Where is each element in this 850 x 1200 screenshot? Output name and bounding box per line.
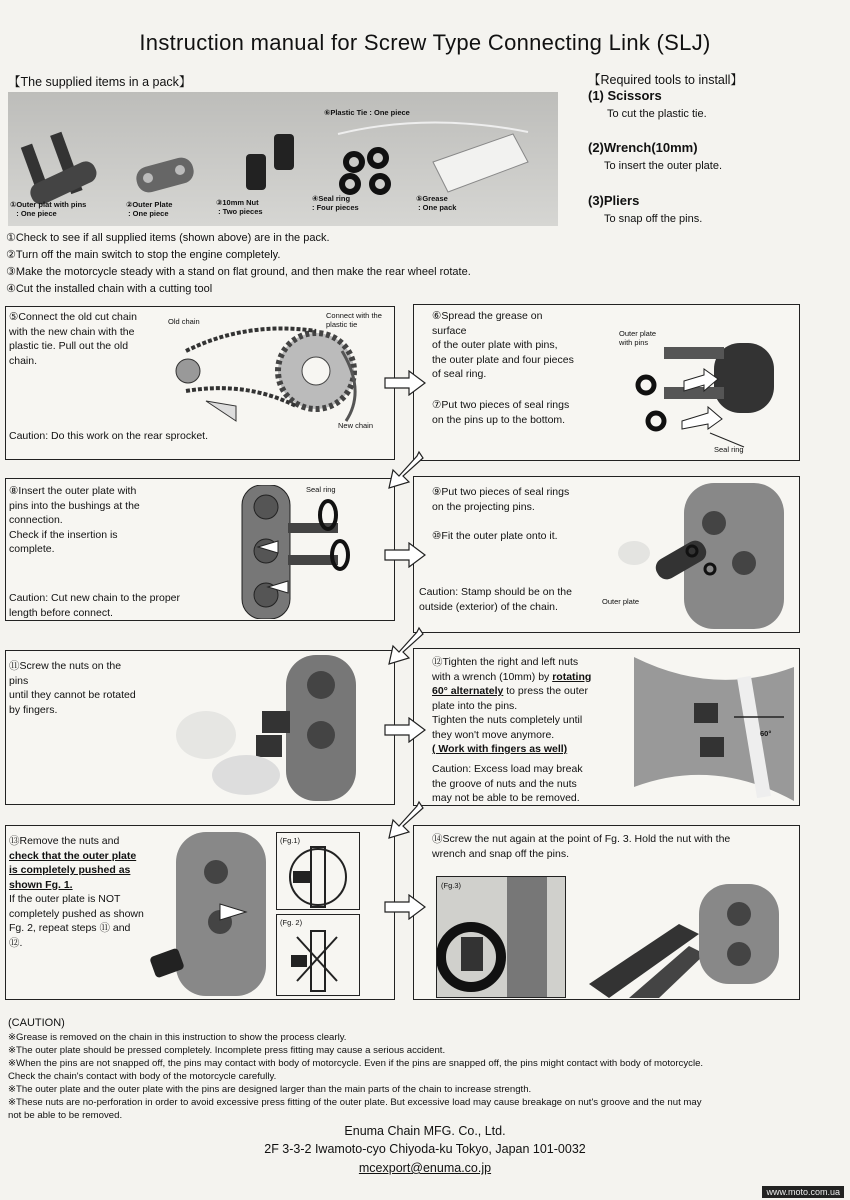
flow-arrow-down-left-icon [385, 450, 425, 490]
item-5-label: ⑤Grease : One pack [416, 194, 457, 212]
page-title: Instruction manual for Screw Type Connecting Link (SLJ) [139, 30, 711, 55]
step-5-caution: Caution: Do this work on the rear sprocket. [9, 430, 209, 442]
pliers-snap-diagram [589, 874, 795, 998]
panel-step-11 [5, 650, 395, 805]
caution-line: ※The outer plate should be pressed completely. Incomplete press fitting may cause a serious accident. [8, 1045, 446, 1056]
caution-line: not be able to be removed. [8, 1110, 123, 1121]
fig-2-label: (Fg. 2) [280, 918, 303, 927]
seal-ring-label-8: Seal ring [306, 485, 336, 494]
outer-plate-pins-label: Outer plate with pins [619, 329, 657, 347]
item-4-label: ④Seal ring : Four pieces [312, 194, 359, 212]
fig-3-label: (Fg.3) [441, 881, 462, 890]
item-1-label: ①Outer plat with pins : One piece [10, 200, 87, 218]
flow-arrow-right-icon [383, 717, 427, 743]
watermark: www.moto.com.ua [762, 1186, 844, 1198]
panel-step-8 [5, 478, 395, 621]
seal-ring-label: Seal ring [714, 445, 744, 454]
step-9-caution: Caution: Stamp should be on the outside (exterior) of the chain. [419, 586, 572, 613]
remove-nuts-diagram [146, 832, 276, 996]
fig-1 [276, 832, 360, 910]
step-4: ④Cut the installed chain with a cutting tool [6, 283, 213, 295]
tool-pliers: (3)Pliers [588, 193, 640, 208]
panel-step-5 [5, 306, 395, 460]
step-14-text: ⑭Screw the nut again at the point of Fg. 3. Hold the nut with the wrench and snap off the pins. [432, 833, 731, 860]
panel-step-14 [413, 825, 800, 1000]
company-email[interactable]: mcexport@enuma.co.jp [358, 1161, 492, 1175]
panel-step-12 [413, 648, 800, 806]
step-1: ①Check to see if all supplied items (shown above) are in the pack. [6, 232, 330, 244]
chain-insert-diagram [228, 485, 378, 619]
tool-scissors: (1) Scissors [588, 88, 662, 103]
tie-label: Connect with the plastic tie [326, 311, 382, 329]
screw-nuts-diagram [176, 655, 391, 801]
item-3-label: ③10mm Nut : Two pieces [216, 198, 263, 216]
step-10-text: ⑩Fit the outer plate onto it. [432, 530, 558, 542]
flow-arrow-down-left-icon [385, 626, 425, 666]
step-11-text: ⑪Screw the nuts on the pins until they cannot be rotated by fingers. [9, 660, 136, 716]
step-8-text: ⑧Insert the outer plate with pins into the bushings at the connection. Check if the insertion is complete. [9, 485, 140, 555]
company-address: 2F 3-3-2 Iwamoto-cyo Chiyoda-ku Tokyo, Japan 101-0032 [264, 1142, 586, 1156]
flow-arrow-right-icon [383, 370, 427, 396]
panel-step-13 [5, 825, 395, 1000]
fig-2 [276, 914, 360, 996]
supplied-items-photo [8, 92, 558, 226]
step-9-text: ⑨Put two pieces of seal rings on the projecting pins. [432, 486, 570, 513]
fig-3 [436, 876, 566, 998]
company-name: Enuma Chain MFG. Co., Ltd. [344, 1124, 506, 1138]
flow-arrow-down-left-icon [385, 800, 425, 840]
seal-fit-diagram [614, 483, 794, 629]
outer-plate-label-9: Outer plate [602, 597, 640, 606]
step-3: ③Make the motorcycle steady with a stand on flat ground, and then make the rear wheel rotate. [6, 266, 471, 278]
caution-notes [8, 1031, 838, 1122]
sprocket-diagram [166, 311, 394, 435]
caution-line: ※Grease is removed on the chain in this instruction to show the process clearly. [8, 1032, 347, 1043]
plastic-tie-label: ⑥Plastic Tie : One piece [324, 108, 410, 117]
step-7-text: ⑦Put two pieces of seal rings on the pins up to the bottom. [432, 399, 570, 426]
tools-header: 【Required tools to install】 [588, 73, 743, 87]
panel-step-9 [413, 476, 800, 633]
item-2-label: ②Outer Plate : One piece [126, 200, 173, 218]
new-chain-label: New chain [338, 421, 374, 430]
caution-header: (CAUTION) [8, 1017, 65, 1029]
tool-wrench: (2)Wrench(10mm) [588, 140, 698, 155]
flow-arrow-right-icon [383, 894, 427, 920]
step-6-text: ⑥Spread the grease on surface of the outer plate with pins, the outer plate and four pieces of seal ring. [432, 310, 574, 380]
supplied-header: 【The supplied items in a pack】 [8, 75, 192, 89]
caution-line: ※These nuts are no-perforation in order to avoid excessive press fitting of the outer plate. But excessive load may cause breakage on nut's groove and the nut may [8, 1097, 702, 1108]
old-chain-label: Old chain [168, 317, 200, 326]
degree-label: 60° [760, 729, 772, 738]
flow-arrow-right-icon [383, 542, 427, 568]
fig-1-label: (Fg.1) [280, 836, 301, 845]
step-12-caution: Caution: Excess load may break the groove of nuts and the nuts may not be able to be removed. [432, 763, 583, 804]
caution-line: Check the chain's contact with body of the motorcycle carefully. [8, 1071, 277, 1082]
step-13-text: ⑬Remove the nuts and check that the outer plate is completely pushed as shown Fg. 1. If the outer plate is NOT completely pushed as shown Fg. 2, repeat steps ⑪ and ⑫. [9, 835, 144, 949]
step-2: ②Turn off the main switch to stop the engine completely. [6, 249, 281, 261]
caution-line: ※When the pins are not snapped off, the pins may contact with body of motorcycle. Even if the pins are snapped off, the pins might contact with body of motorcycle. [8, 1058, 704, 1069]
tool-wrench-desc: To insert the outer plate. [604, 160, 723, 172]
caution-line: ※The outer plate and the outer plate with the pins are designed larger than the main parts of the chain to increase strength. [8, 1084, 532, 1095]
intro-steps [6, 230, 471, 298]
step-8-caution: Caution: Cut new chain to the proper length before connect. [9, 592, 181, 619]
tool-pliers-desc: To snap off the pins. [604, 213, 703, 225]
panel-step-6 [413, 304, 800, 461]
step-12-text: ⑫Tighten the right and left nuts with a wrench (10mm) by rotating 60° alternately to press the outer plate into the pins. Tighten the nuts completely until they won't move anymore. ( Work with fingers as well) [432, 656, 592, 755]
seal-ring-diagram [624, 329, 794, 453]
tool-scissors-desc: To cut the plastic tie. [607, 108, 707, 120]
step-5-text: ⑤Connect the old cut chain with the new chain with the plastic tie. Pull out the old chain. [9, 311, 137, 367]
